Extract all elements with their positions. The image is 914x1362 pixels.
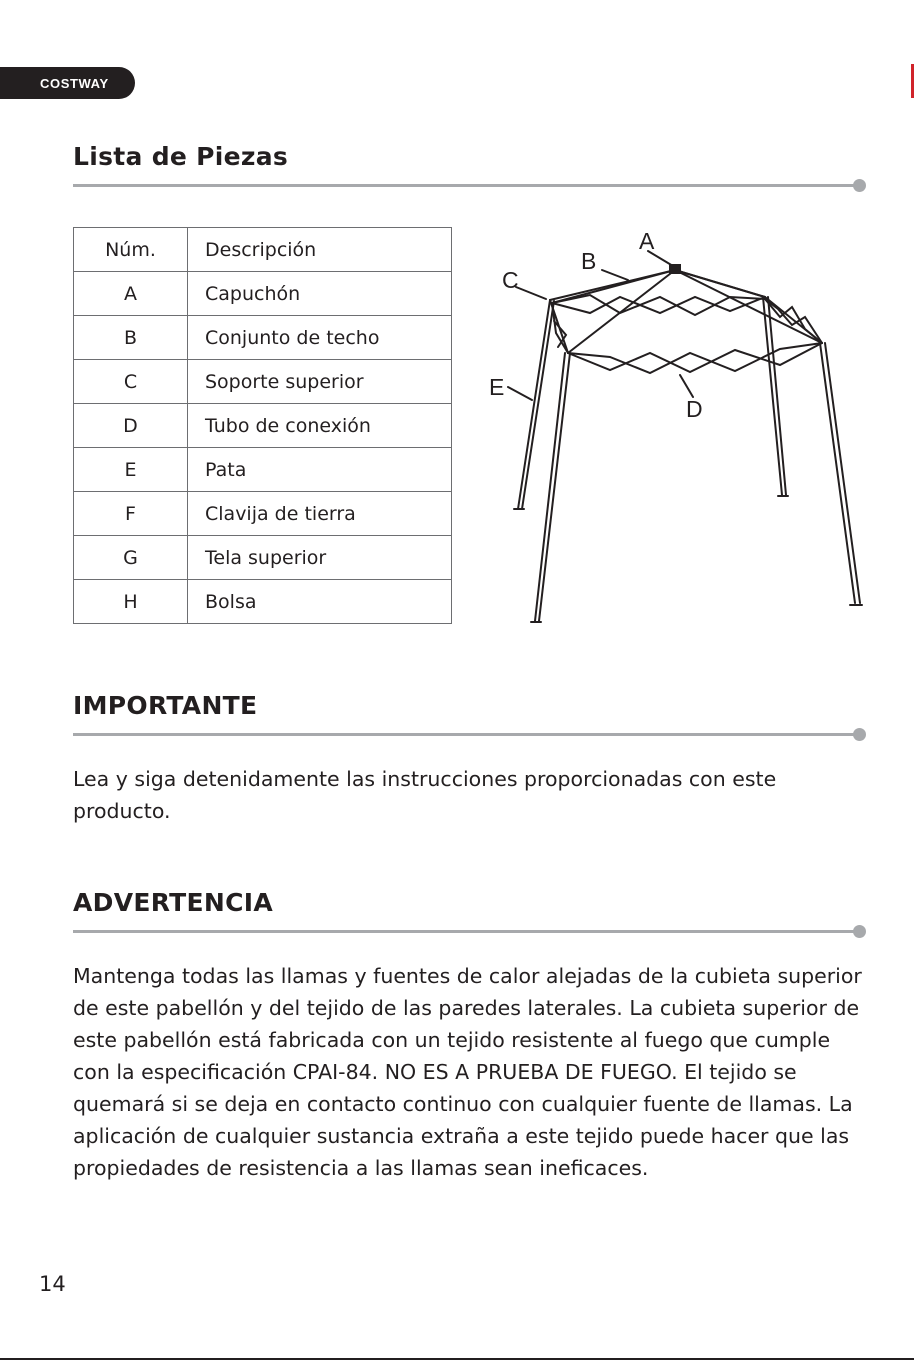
table-row	[74, 492, 452, 536]
part-number-cell: C	[74, 360, 188, 404]
part-description-cell: Bolsa	[188, 580, 452, 624]
canopy-frame-diagram	[480, 225, 870, 635]
part-number-cell: B	[74, 316, 188, 360]
page-bottom-line	[0, 1358, 914, 1360]
page-number: 14	[39, 1272, 66, 1296]
warning-title-rule	[73, 930, 860, 933]
diagram-label-b: B	[581, 248, 597, 274]
part-description-cell: Tubo de conexión	[188, 404, 452, 448]
part-number-cell: F	[74, 492, 188, 536]
brand-name: COSTWAY	[40, 75, 109, 91]
part-description-cell: Capuchón	[188, 272, 452, 316]
part-description-cell: Conjunto de techo	[188, 316, 452, 360]
table-row	[74, 536, 452, 580]
warning-title: ADVERTENCIA	[73, 888, 274, 917]
part-number-cell: E	[74, 448, 188, 492]
part-description-cell: Tela superior	[188, 536, 452, 580]
part-number-cell: A	[74, 272, 188, 316]
diagram-label-a: A	[639, 228, 655, 254]
diagram-label-e: E	[489, 374, 505, 400]
part-description-cell: Pata	[188, 448, 452, 492]
part-description-cell: Clavija de tierra	[188, 492, 452, 536]
part-number-cell: H	[74, 580, 188, 624]
table-row	[74, 404, 452, 448]
parts-table	[73, 227, 452, 624]
table-row	[74, 272, 452, 316]
table-row	[74, 580, 452, 624]
table-header-row	[74, 228, 452, 272]
important-text: Lea y siga detenidamente las instrucciones proporcionadas con este producto.	[73, 767, 777, 823]
important-title: IMPORTANTE	[73, 691, 258, 720]
table-row	[74, 360, 452, 404]
part-number-cell: D	[74, 404, 188, 448]
brand-logo-tab	[0, 67, 135, 99]
parts-title-rule	[73, 184, 860, 187]
part-number-cell: G	[74, 536, 188, 580]
important-title-rule	[73, 733, 860, 736]
parts-list-title: Lista de Piezas	[73, 142, 289, 171]
table-row	[74, 448, 452, 492]
warning-text: Mantenga todas las llamas y fuentes de calor alejadas de la cubieta superior de este pabellón y del tejido de las paredes laterales. La cubieta superior de este pabellón está fabricada con un tejido resistente al fuego que cumple con la especificación CPAI-84. NO ES A PRUEBA DE FUEGO. El tejido se quemará si se deja en contacto continuo con cualquier fuente de llamas. La aplicación de cualquier sustancia extraña a este tejido puede hacer que las propiedades de resistencia a las llamas sean ineficaces.	[73, 964, 862, 1180]
table-row	[74, 316, 452, 360]
column-header-description: Descripción	[188, 228, 452, 272]
column-header-number: Núm.	[74, 228, 188, 272]
part-description-cell: Soporte superior	[188, 360, 452, 404]
diagram-label-d: D	[686, 396, 703, 422]
diagram-label-c: C	[502, 267, 519, 293]
